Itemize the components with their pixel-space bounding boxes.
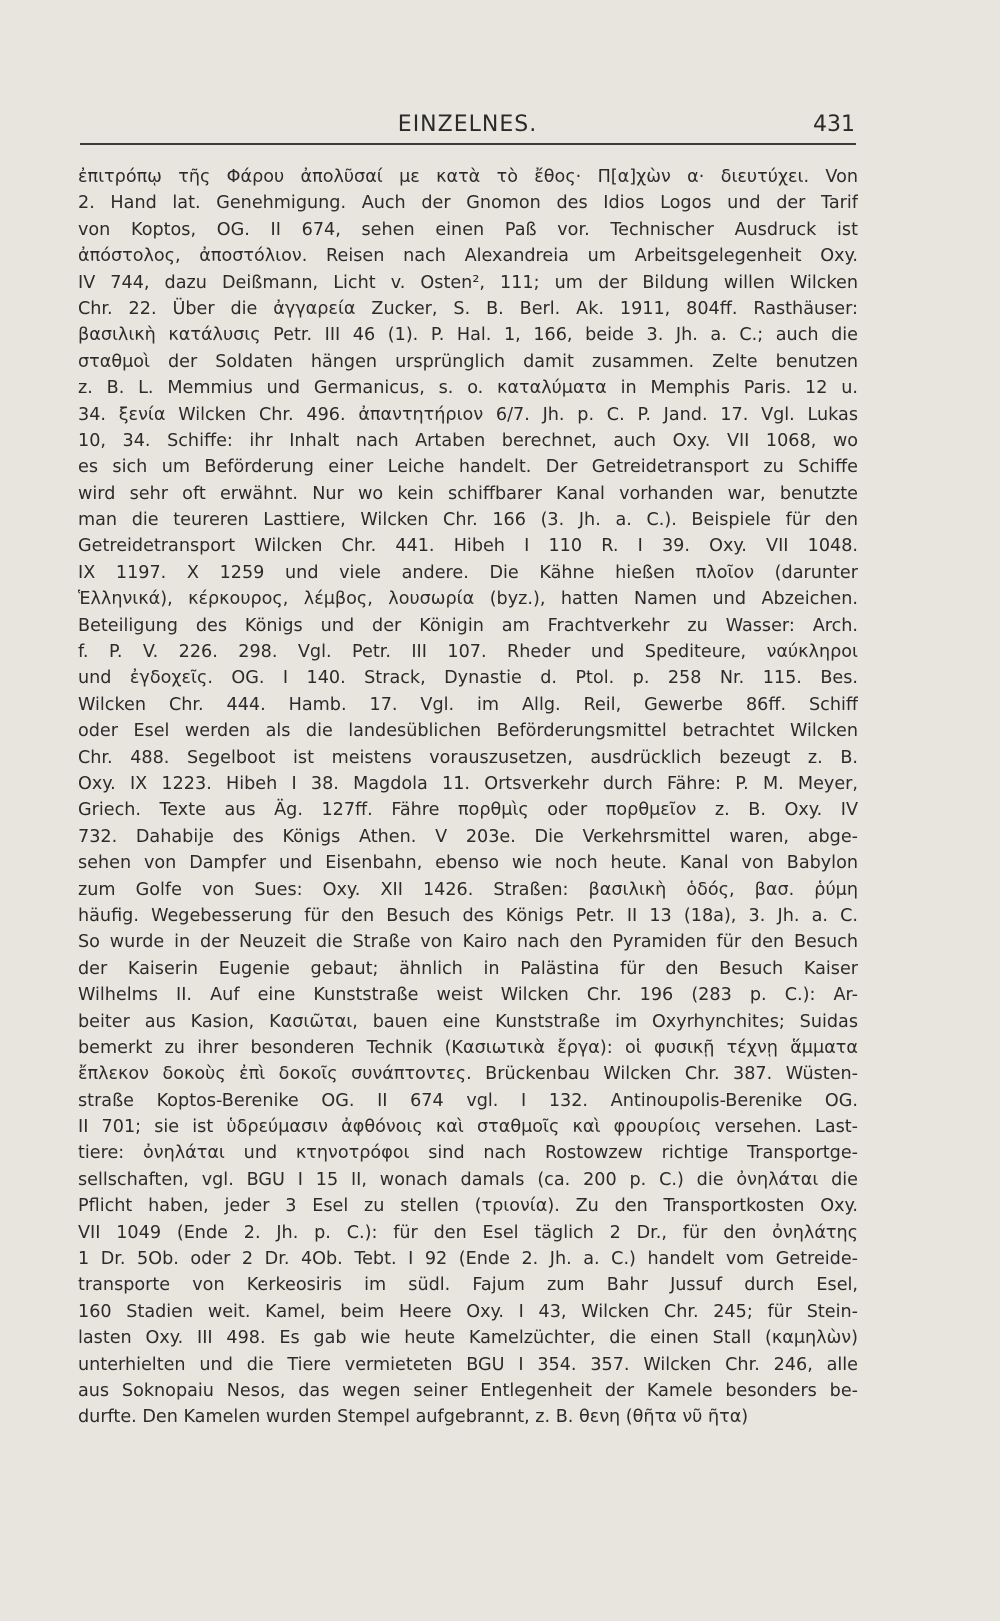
page-number: 431 (813, 112, 855, 137)
text-line: und ἐγδοχεῖς. OG. I 140. Strack, Dynastie d. Ptol. p. 258 Nr. 115. Bes. (78, 668, 858, 689)
text-line: tiere: ὀνηλάται und κτηνοτρόφοι sind nach Rostowzew richtige Transportge- (78, 1143, 858, 1164)
text-line: 10, 34. Schiffe: ihr Inhalt nach Artaben berechnet, auch Oxy. VII 1068, wo (78, 430, 858, 451)
text-line: der Kaiserin Eugenie gebaut; ähnlich in Palästina für den Besuch Kaiser (78, 958, 858, 979)
text-line: Getreidetransport Wilcken Chr. 441. Hibeh I 110 R. I 39. Oxy. VII 1048. (78, 536, 858, 557)
text-line: sehen von Dampfer und Eisenbahn, ebenso wie noch heute. Kanal von Babylon (78, 853, 858, 874)
text-line: IV 744, dazu Deißmann, Licht v. Osten², 111; um der Bildung willen Wilcken (78, 272, 858, 293)
text-line: ἐπιτρόπῳ τῆς Φάρου ἀπολῦσαί με κατὰ τὸ ἔθος· Π[α]χὼν α· διευτύχει. Von (78, 167, 858, 187)
text-line: Beteiligung des Königs und der Königin am Frachtverkehr zu Wasser: Arch. (78, 615, 858, 636)
text-line: häufig. Wegebesserung für den Besuch des Königs Petr. II 13 (18a), 3. Jh. a. C. (78, 905, 858, 926)
text-line: bemerkt zu ihrer besonderen Technik (Κασιωτικὰ ἔργα): οἱ φυσικῇ τέχνῃ ἅμματα (78, 1037, 858, 1058)
text-line: aus Soknopaiu Nesos, das wegen seiner Entlegenheit der Kamele besonders be- (78, 1380, 858, 1401)
body-text (78, 164, 858, 1431)
text-line: es sich um Beförderung einer Leiche handelt. Der Getreidetransport zu Schiffe (78, 457, 858, 478)
text-line: Oxy. IX 1223. Hibeh I 38. Magdola 11. Ortsverkehr durch Fähre: P. M. Meyer, (78, 773, 858, 794)
text-line: 732. Dahabije des Königs Athen. V 203e. Die Verkehrsmittel waren, abge- (78, 826, 858, 847)
text-line: IX 1197. X 1259 und viele andere. Die Kähne hießen πλοῖον (darunter (78, 562, 858, 583)
text-line: 160 Stadien weit. Kamel, beim Heere Oxy. I 43, Wilcken Chr. 245; für Stein- (78, 1301, 858, 1322)
text-line: 34. ξενία Wilcken Chr. 496. ἀπαντητήριον 6/7. Jh. p. C. P. Jand. 17. Vgl. Lukas (78, 404, 858, 425)
text-line: lasten Oxy. III 498. Es gab wie heute Kamelzüchter, die einen Stall (καμηλὼν) (78, 1328, 858, 1349)
text-line: z. B. L. Memmius und Germanicus, s. o. καταλύματα in Memphis Paris. 12 u. (78, 378, 858, 399)
text-line: Wilcken Chr. 444. Hamb. 17. Vgl. im Allg. Reil, Gewerbe 86ff. Schiff (78, 694, 858, 715)
text-line: unterhielten und die Tiere vermieteten BGU I 354. 357. Wilcken Chr. 246, alle (78, 1354, 858, 1375)
text-line: Chr. 488. Segelboot ist meistens vorauszusetzen, ausdrücklich bezeugt z. B. (78, 747, 858, 768)
header-rule (80, 143, 856, 145)
text-line: 2. Hand lat. Genehmigung. Auch der Gnomon des Idios Logos und der Tarif (78, 193, 858, 214)
text-line: wird sehr oft erwähnt. Nur wo kein schiffbarer Kanal vorhanden war, benutzte (78, 483, 858, 504)
text-line: durfte. Den Kamelen wurden Stempel aufgebrannt, z. B. θενη (θῆτα νῦ ῆτα) (78, 1407, 749, 1428)
text-line: VII 1049 (Ende 2. Jh. p. C.): für den Esel täglich 2 Dr., für den ὀνηλάτης (78, 1222, 858, 1243)
text-line: βασιλικὴ κατάλυσις Petr. III 46 (1). P. Hal. 1, 166, beide 3. Jh. a. C.; auch die (78, 325, 858, 346)
text-line: von Koptos, OG. II 674, sehen einen Paß vor. Technischer Ausdruck ist (78, 219, 858, 240)
text-line: Griech. Texte aus Äg. 127ff. Fähre πορθμὶς oder πορθμεῖον z. B. Oxy. IV (78, 800, 858, 821)
text-line: transporte von Kerkeosiris im südl. Fajum zum Bahr Jussuf durch Esel, (78, 1275, 858, 1296)
text-line: ἀπόστολος, ἀποστόλιον. Reisen nach Alexandreia um Arbeitsgelegenheit Oxy. (78, 246, 858, 267)
text-line: sellschaften, vgl. BGU I 15 II, wonach damals (ca. 200 p. C.) die ὀνηλάται die (78, 1169, 858, 1190)
text-line: beiter aus Kasion, Κασιῶται, bauen eine Kunststraße im Oxyrhynchites; Suidas (78, 1011, 858, 1032)
text-line: σταθμοὶ der Soldaten hängen ursprünglich damit zusammen. Zelte benutzen (78, 351, 858, 372)
text-line: man die teureren Lasttiere, Wilcken Chr. 166 (3. Jh. a. C.). Beispiele für den (78, 510, 858, 531)
text-line: Wilhelms II. Auf eine Kunststraße weist Wilcken Chr. 196 (283 p. C.): Ar- (78, 985, 858, 1006)
text-line: Ἑλληνικά), κέρκουρος, λέμβος, λουσωρία (byz.), hatten Namen und Abzeichen. (78, 589, 858, 610)
text-line: 1 Dr. 5Ob. oder 2 Dr. 4Ob. Tebt. I 92 (Ende 2. Jh. a. C.) handelt vom Getreide- (78, 1249, 858, 1270)
text-line: So wurde in der Neuzeit die Straße von Kairo nach den Pyramiden für den Besuch (78, 932, 858, 953)
text-line: ἔπλεκον δοκοὺς ἐπὶ δοκοῖς συνάπτοντες. Brückenbau Wilcken Chr. 387. Wüsten- (78, 1064, 858, 1085)
text-line: straße Koptos-Berenike OG. II 674 vgl. I 132. Antinoupolis-Berenike OG. (78, 1090, 858, 1111)
text-line: II 701; sie ist ὑδρεύμασιν ἀφθόνοις καὶ σταθμοῖς καὶ φρουρίοις versehen. Last- (78, 1117, 858, 1138)
text-line: Chr. 22. Über die ἀγγαρεία Zucker, S. B. Berl. Ak. 1911, 804ff. Rasthäuser: (78, 298, 858, 319)
text-line: oder Esel werden als die landesüblichen Beförderungsmittel betrachtet Wilcken (78, 721, 858, 742)
text-line: Pflicht haben, jeder 3 Esel zu stellen (τριονία). Zu den Transportkosten Oxy. (78, 1196, 858, 1217)
text-line: f. P. V. 226. 298. Vgl. Petr. III 107. Rheder und Spediteure, ναύκληροι (78, 642, 858, 663)
section-title: EINZELNES. (397, 112, 538, 137)
text-line: zum Golfe von Sues: Oxy. XII 1426. Straßen: βασιλικὴ ὁδός, βασ. ῥύμη (78, 879, 858, 900)
